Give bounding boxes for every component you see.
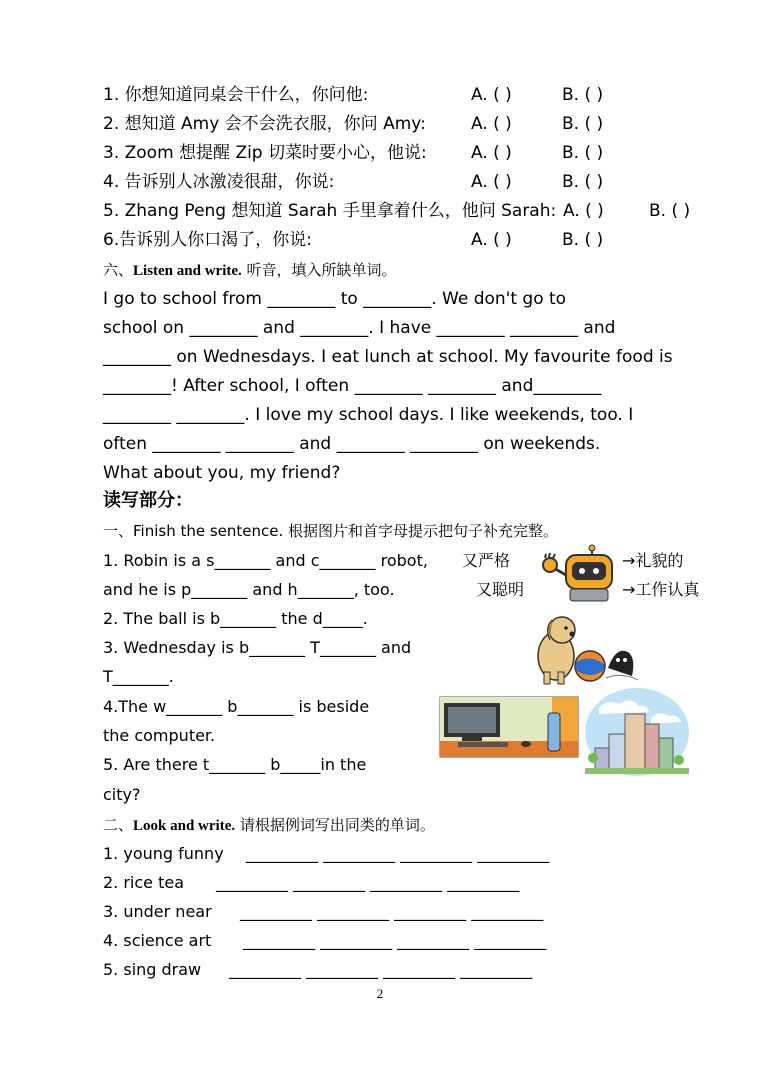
robot-note-hardworking: →工作认真 — [622, 580, 700, 599]
mcq-question-4: 4. 告诉别人冰激凌很甜，你说: — [103, 172, 335, 192]
section-six-instruction: 听音，填入所缺单词。 — [241, 261, 397, 279]
part-a-line-6: 4.The w_______ b_______ is beside — [103, 697, 370, 716]
passage-line-3: ________ on Wednesdays. I eat lunch at school. My favourite food is — [103, 347, 673, 367]
part-a-line-4: 3. Wednesday is b_______ T_______ and — [103, 638, 412, 657]
part-b-instruction: 请根据例词写出同类的单词。 — [235, 816, 435, 834]
part-a-line-2: and he is p_______ and h_______, too. — [103, 580, 395, 599]
dog-ball-illustration — [532, 614, 642, 686]
mcq-option-a-3[interactable]: A. ( ) — [471, 143, 512, 163]
part-a-line-1: 1. Robin is a s_______ and c_______ robot, — [103, 551, 428, 570]
part-b-prefix: 二、 — [103, 816, 134, 834]
passage-line-4: ________! After school, I often ________ ________ and________ — [103, 376, 602, 396]
part-b-blanks-4[interactable]: _________ _________ _________ _________ — [243, 931, 547, 950]
part-a-line-3: 2. The ball is b_______ the d_____. — [103, 609, 368, 628]
passage-line-6: often ________ ________ and ________ ________ on weekends. — [103, 434, 601, 454]
part-a-title: Finish the sentence. — [133, 522, 284, 540]
mcq-question-3: 3. Zoom 想提醒 Zip 切菜时要小心，他说: — [103, 143, 427, 163]
passage-line-1: I go to school from ________ to ________. We don't go to — [103, 289, 567, 309]
part-b-label-4: 4. science art — [103, 931, 212, 950]
passage-line-2: school on ________ and ________. I have ________ ________ and — [103, 318, 616, 338]
part-b-blanks-2[interactable]: _________ _________ _________ _________ — [216, 873, 520, 892]
mcq-option-b-4[interactable]: B. ( ) — [562, 172, 604, 192]
page-number: 2 — [376, 986, 384, 1001]
computer-room-illustration — [440, 697, 578, 757]
part-a-heading — [103, 520, 558, 542]
city-illustration — [585, 688, 689, 776]
part-a-prefix: 一、 — [103, 522, 134, 540]
robot-note-strict: 又严格 — [462, 551, 511, 570]
part-b-blanks-3[interactable]: _________ _________ _________ _________ — [240, 902, 544, 921]
mcq-option-b-5[interactable]: B. ( ) — [649, 201, 691, 221]
mcq-option-a-5[interactable]: A. ( ) — [563, 201, 604, 221]
mcq-question-5: 5. Zhang Peng 想知道 Sarah 手里拿着什么，他问 Sarah: — [103, 201, 557, 221]
part-a-line-7: the computer. — [103, 726, 216, 745]
mcq-question-6: 6.告诉别人你口渴了，你说: — [103, 230, 312, 250]
section-six-title: Listen and write. — [133, 263, 242, 279]
part-a-instruction: 根据图片和首字母提示把句子补充完整。 — [283, 522, 559, 540]
section-six-prefix: 六、 — [103, 261, 134, 279]
robot-illustration — [540, 545, 615, 603]
robot-note-clever: 又聪明 — [476, 580, 525, 599]
part-a-line-9: city? — [103, 785, 141, 804]
section-six-heading — [103, 259, 397, 282]
part-b-label-1: 1. young funny — [103, 844, 224, 863]
read-write-title: 读写部分： — [103, 490, 193, 511]
part-a-line-5: T_______. — [103, 667, 174, 686]
mcq-option-a-6[interactable]: A. ( ) — [471, 230, 512, 250]
mcq-option-b-3[interactable]: B. ( ) — [562, 143, 604, 163]
part-b-label-3: 3. under near — [103, 902, 212, 921]
mcq-question-1: 1. 你想知道同桌会干什么，你问他: — [103, 85, 369, 105]
part-b-heading — [103, 814, 435, 837]
part-b-title: Look and write. — [133, 818, 236, 834]
part-b-label-5: 5. sing draw — [103, 960, 202, 979]
part-a-line-8: 5. Are there t_______ b_____in the — [103, 755, 367, 774]
mcq-option-b-1[interactable]: B. ( ) — [562, 85, 604, 105]
passage-line-5: ________ ________. I love my school days. I like weekends, too. I — [103, 405, 634, 425]
passage-line-7: What about you, my friend? — [103, 463, 341, 483]
part-b-blanks-5[interactable]: _________ _________ _________ _________ — [229, 960, 533, 979]
mcq-option-a-1[interactable]: A. ( ) — [471, 85, 512, 105]
robot-note-polite: →礼貌的 — [622, 551, 684, 570]
mcq-option-a-2[interactable]: A. ( ) — [471, 114, 512, 134]
part-b-label-2: 2. rice tea — [103, 873, 185, 892]
mcq-option-b-6[interactable]: B. ( ) — [562, 230, 604, 250]
mcq-option-a-4[interactable]: A. ( ) — [471, 172, 512, 192]
mcq-option-b-2[interactable]: B. ( ) — [562, 114, 604, 134]
mcq-question-2: 2. 想知道 Amy 会不会洗衣服，你问 Amy: — [103, 114, 426, 134]
part-b-blanks-1[interactable]: _________ _________ _________ _________ — [246, 844, 550, 863]
